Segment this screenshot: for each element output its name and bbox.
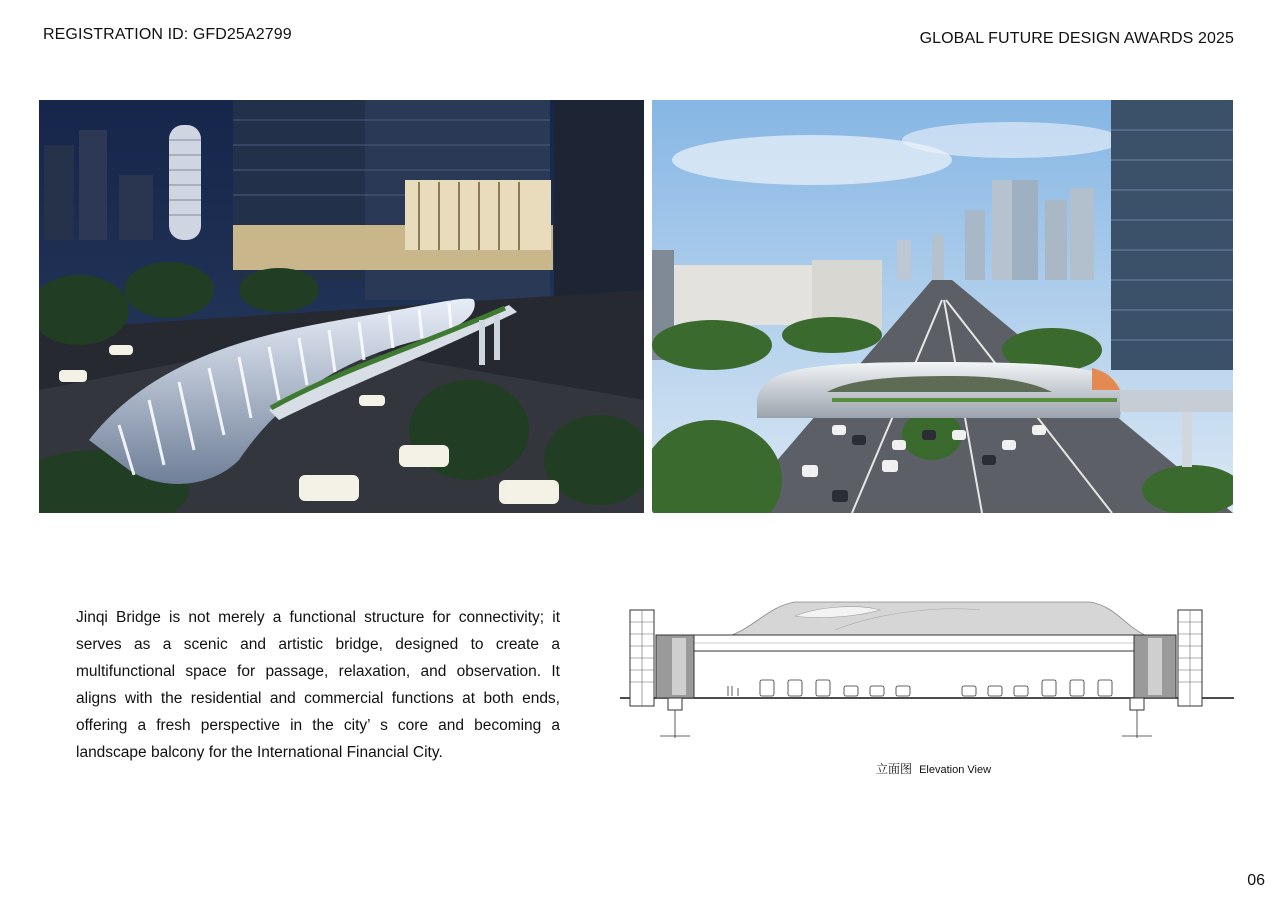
day-bridge-photo [652,100,1233,513]
elevation-caption [876,760,991,777]
elevation-drawing [620,598,1234,743]
project-description: Jinqi Bridge is not merely a functional structure for connectivity; it serves as a scenic and artistic bridge, designed to create a multifunctional space for passage, relaxation, and observation. It aligns with the residential and commercial functions at both ends, offering a fresh perspective in the city’ s core and becoming a landscape balcony for the International Financial City. [76,609,560,761]
elevation-caption-chinese: 立面图 [876,762,913,776]
award-title: GLOBAL FUTURE DESIGN AWARDS 2025 [919,30,1234,47]
registration-id: REGISTRATION ID: GFD25A2799 [43,26,292,43]
elevation-caption-english: Elevation View [919,764,992,776]
page-number: 06 [1247,872,1265,889]
night-bridge-photo [39,100,644,513]
